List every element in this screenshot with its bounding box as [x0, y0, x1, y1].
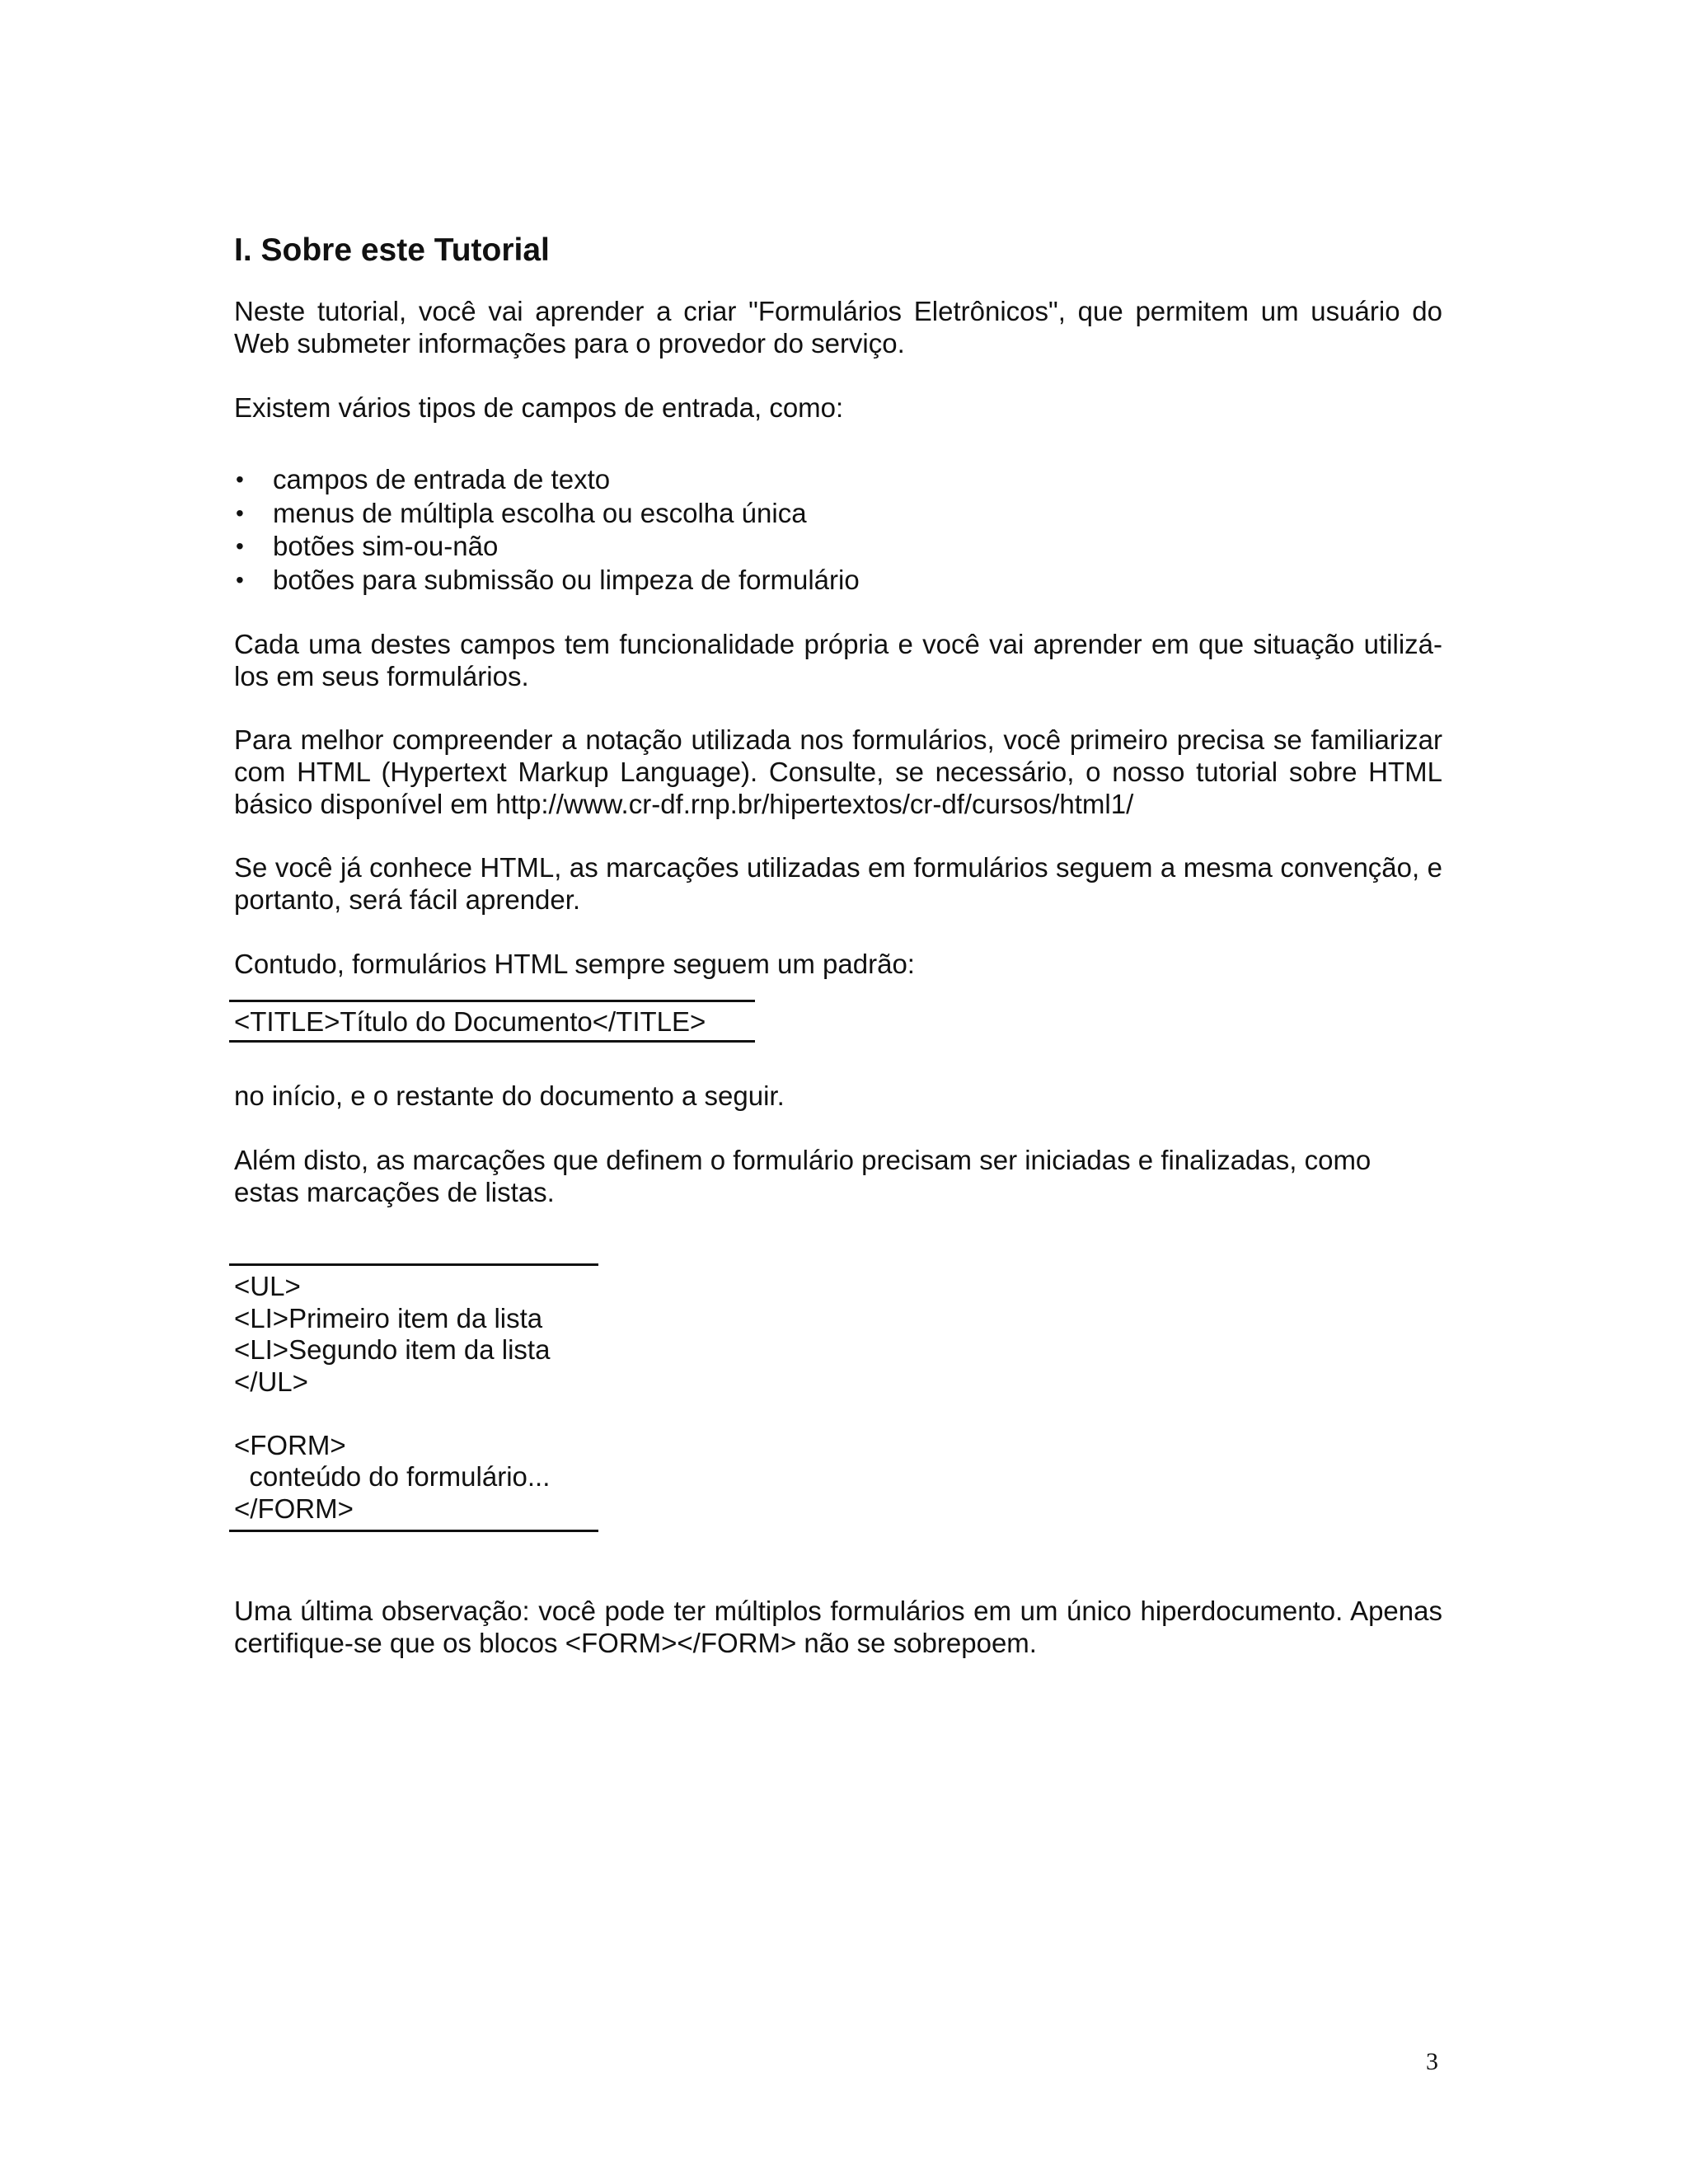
list-item-text: campos de entrada de texto	[273, 464, 611, 494]
code-line: </UL>	[234, 1366, 308, 1397]
list-item	[234, 497, 1442, 531]
list-item-text: menus de múltipla escolha ou escolha única	[273, 497, 807, 528]
notation-paragraph: Para melhor compreender a notação utilizada nos formulários, você primeiro precisa se familiarizar com HTML (Hypertext Markup Language). Consulte, se necessário, o nosso tutorial sobre HTML básico disponível em http://www.cr-df.rnp.br/hipertextos/cr-df/cursos/html1/	[234, 724, 1442, 819]
input-types-list	[234, 463, 1442, 597]
bullet-icon: •	[236, 499, 244, 526]
list-item	[234, 530, 1442, 564]
after-title-paragraph: no início, e o restante do documento a seguir.	[234, 1080, 785, 1111]
html-known-paragraph: Se você já conhece HTML, as marcações utilizadas em formulários seguem a mesma convenção, e portanto, será fácil aprender.	[234, 852, 1442, 915]
code-line: <TITLE>Título do Documento</TITLE>	[234, 1006, 706, 1037]
pattern-paragraph: Contudo, formulários HTML sempre seguem um padrão:	[234, 949, 915, 979]
code-line: <FORM>	[234, 1429, 346, 1460]
intro-paragraph: Neste tutorial, você vai aprender a criar "Formulários Eletrônicos", que permitem um usuário do Web submeter informações para o provedor do serviço.	[234, 296, 1442, 359]
list-item-text: botões para submissão ou limpeza de formulário	[273, 564, 860, 595]
code-line: <LI>Primeiro item da lista	[234, 1302, 543, 1333]
code-line: conteúdo do formulário...	[234, 1461, 551, 1492]
page-number: 3	[1426, 2048, 1438, 2075]
tags-intro-paragraph: Além disto, as marcações que definem o formulário precisam ser iniciadas e finalizadas, como estas marcações de listas.	[234, 1145, 1372, 1207]
functionality-paragraph: Cada uma destes campos tem funcionalidade própria e você vai aprender em que situação utilizá-los em seus formulários.	[234, 629, 1442, 691]
bullet-icon: •	[236, 533, 244, 559]
code-line: <LI>Segundo item da lista	[234, 1334, 551, 1365]
list-item	[234, 463, 1442, 497]
final-paragraph: Uma última observação: você pode ter múltiplos formulários em um único hiperdocumento. Apenas certifique-se que os blocos <FORM></FORM> não se sobrepoem.	[234, 1596, 1442, 1658]
code-line: </FORM>	[234, 1493, 354, 1524]
title-code-block	[229, 1000, 755, 1043]
bullet-icon: •	[236, 566, 244, 593]
list-item	[234, 564, 1442, 598]
list-form-code-block	[229, 1263, 598, 1532]
list-item-text: botões sim-ou-não	[273, 531, 499, 561]
bullet-icon: •	[236, 466, 244, 492]
section-heading: I. Sobre este Tutorial	[234, 232, 550, 268]
code-line: <UL>	[234, 1271, 301, 1301]
code-line	[234, 1398, 598, 1430]
types-intro-paragraph: Existem vários tipos de campos de entrada, como:	[234, 392, 844, 423]
